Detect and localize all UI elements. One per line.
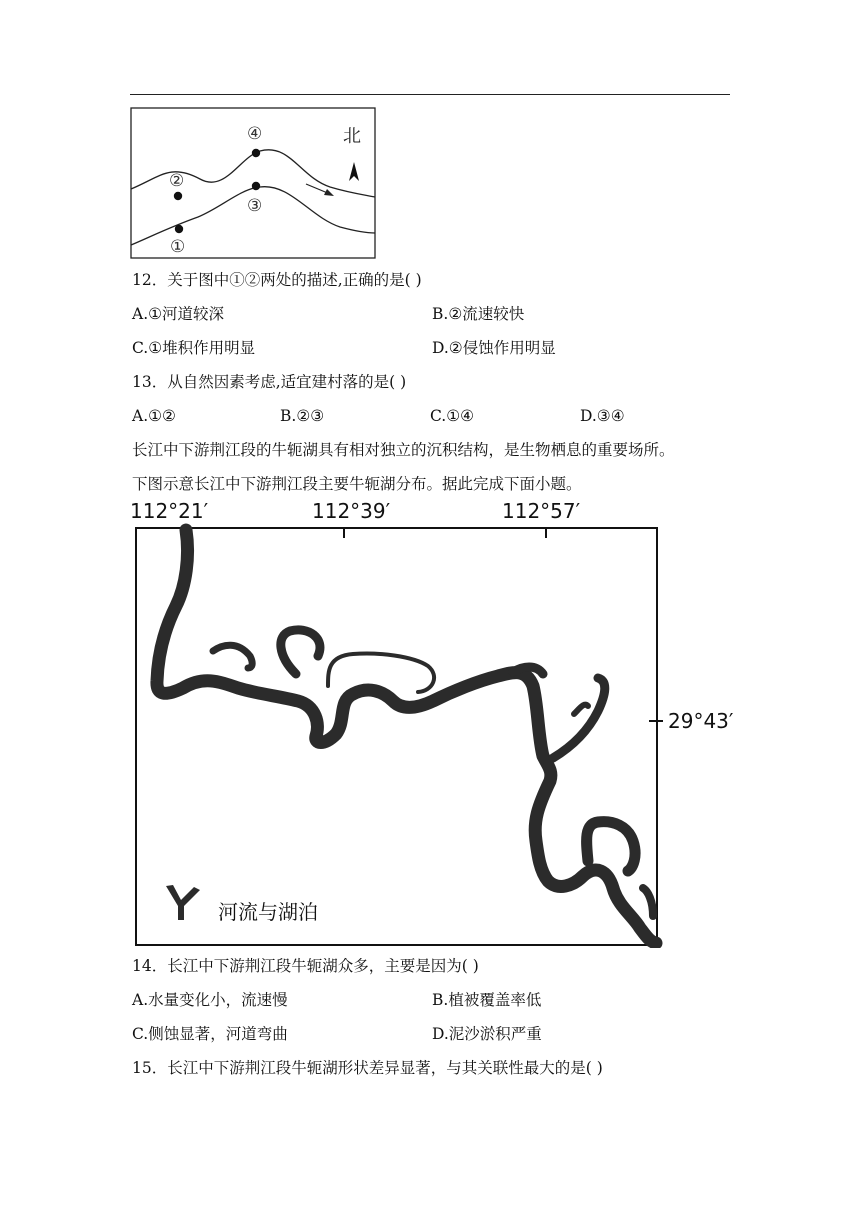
q13-stem: 13．从自然因素考虑,适宜建村落的是( ) [132,373,407,391]
lat-label: 29°43′ [668,709,734,733]
point-2-label: ② [169,171,185,191]
q14-stem: 14．长江中下游荆江段牛轭湖众多，主要是因为( ) [132,957,479,975]
legend-label: 河流与湖泊 [218,900,318,924]
north-label: 北 [343,126,361,147]
q12-option-d[interactable]: D.②侵蚀作用明显 [432,339,556,357]
q14-option-d[interactable]: D.泥沙淤积严重 [432,1025,542,1043]
point-4-dot [252,149,260,157]
lon-label-1: 112°21′ [130,499,209,523]
q13-option-c[interactable]: C.①④ [430,407,475,425]
lon-label-3: 112°57′ [502,499,581,523]
point-3-dot [252,182,260,190]
point-2-dot [174,192,182,200]
header-rule [130,94,730,95]
q13-option-b[interactable]: B.②③ [280,407,325,425]
q14-option-c[interactable]: C.侧蚀显著，河道弯曲 [132,1025,288,1043]
q12-option-c[interactable]: C.①堆积作用明显 [132,339,256,357]
point-4-label: ④ [247,124,263,144]
q13-option-a[interactable]: A.①② [132,407,176,425]
point-3-label: ③ [247,196,263,216]
passage-line-2: 下图示意长江中下游荆江段主要牛轭湖分布。据此完成下面小题。 [132,475,582,493]
q12-option-b[interactable]: B.②流速较快 [432,305,525,323]
q14-option-b[interactable]: B.植被覆盖率低 [432,991,542,1009]
point-1-dot [175,225,183,233]
q13-option-d[interactable]: D.③④ [580,407,625,425]
q15-stem: 15．长江中下游荆江段牛轭湖形状差异显著，与其关联性最大的是( ) [132,1059,603,1077]
oxbow-lake-map [128,496,748,948]
q12-stem: 12．关于图中①②两处的描述,正确的是( ) [132,271,422,289]
point-1-label: ① [170,237,186,257]
lon-label-2: 112°39′ [312,499,391,523]
passage-line-1: 长江中下游荆江段的牛轭湖具有相对独立的沉积结构，是生物栖息的重要场所。 [132,441,675,459]
q14-option-a[interactable]: A.水量变化小，流速慢 [132,991,288,1009]
q12-option-a[interactable]: A.①河道较深 [132,305,225,323]
river-bend-diagram [130,107,376,259]
